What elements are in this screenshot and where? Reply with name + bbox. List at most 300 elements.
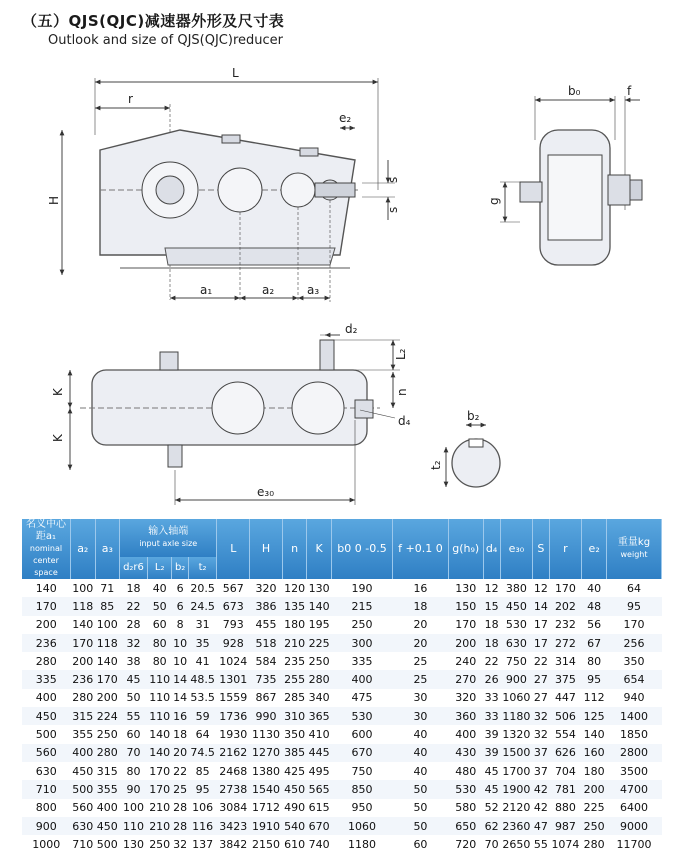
table-cell: 530 [331, 707, 392, 725]
table-cell: 236 [22, 634, 71, 652]
col-a2: a₂ [71, 519, 96, 579]
table-cell: 1400 [607, 707, 662, 725]
dim-s2: s [386, 206, 400, 213]
table-cell: 64 [195, 728, 210, 742]
table-cell: 106 [192, 801, 214, 815]
table-cell: 140 [583, 728, 605, 742]
table-cell: 74.5 [188, 744, 217, 762]
table-cell: 12 [533, 581, 548, 595]
table-cell: 118 [95, 634, 120, 652]
table-cell: 50 [393, 780, 449, 798]
table-cell: 385 [282, 744, 307, 762]
table-cell: 22 [173, 764, 188, 778]
table-cell: 140 [35, 581, 57, 595]
table-cell: 27 [533, 691, 548, 705]
table-cell: 490 [284, 801, 306, 815]
table-cell: 210 [149, 801, 171, 815]
table-cell: 500 [96, 837, 118, 851]
table-cell: 18 [484, 618, 499, 632]
page-title: （五）QJS(QJC)减速器外形及尺寸表 [22, 12, 285, 30]
table-cell: 20 [413, 618, 428, 632]
table-cell: 400 [331, 670, 392, 688]
dim-r: r [128, 92, 133, 106]
table-cell: 225 [307, 634, 332, 652]
table-cell: 560 [72, 801, 94, 815]
table-cell: 315 [96, 764, 118, 778]
col-weight: 重量kg weight [607, 519, 662, 579]
side-view [500, 96, 642, 265]
table-cell: 64 [627, 581, 641, 595]
page-subtitle: Outlook and size of QJS(QJC)reducer [48, 33, 283, 48]
table-cell: 130 [308, 581, 330, 595]
table-cell: 710 [72, 837, 94, 851]
dim-L2: L₂ [394, 348, 408, 360]
table-cell: 654 [607, 670, 662, 688]
table-cell: 600 [351, 728, 373, 742]
table-row [22, 799, 662, 817]
table-row [22, 616, 662, 634]
table-cell: 48 [582, 597, 607, 615]
table-cell: 450 [95, 817, 120, 835]
table-cell: 1700 [502, 764, 531, 778]
table-cell: 630 [35, 764, 57, 778]
table-cell: 170 [71, 634, 96, 652]
table-cell: 60 [152, 618, 167, 632]
table-cell: 450 [72, 764, 94, 778]
table-cell: 400 [35, 691, 57, 705]
dim-d2: d₂ [345, 322, 358, 336]
table-cell: 60 [413, 837, 428, 851]
table-cell: 80 [126, 764, 141, 778]
table-cell: 1712 [251, 801, 280, 815]
table-cell: 48.5 [188, 670, 217, 688]
table-cell: 18 [173, 728, 188, 742]
table-cell: 180 [583, 764, 605, 778]
table-cell: 1180 [348, 837, 377, 851]
table-cell: 940 [623, 691, 645, 705]
table-cell: 3500 [620, 764, 648, 778]
table-cell: 32 [120, 634, 148, 652]
dim-g: g [487, 197, 501, 205]
table-cell: 71 [100, 581, 115, 595]
col-r: r [549, 519, 582, 579]
table-cell: 40 [413, 764, 428, 778]
table-cell: 447 [554, 691, 576, 705]
table-cell: 80 [587, 654, 602, 668]
table-cell: 140 [147, 744, 172, 762]
table-cell: 626 [549, 744, 582, 762]
table-cell: 14 [173, 691, 188, 705]
table-cell: 430 [448, 744, 483, 762]
table-cell: 70 [484, 837, 499, 851]
table-cell: 18 [126, 581, 141, 595]
table-cell: 340 [308, 691, 330, 705]
table-cell: 1910 [250, 817, 283, 835]
table-cell: 650 [448, 817, 483, 835]
table-cell: 50 [147, 597, 172, 615]
dim-a3: a₃ [307, 283, 320, 297]
table-cell: 355 [72, 728, 94, 742]
table-cell: 2360 [500, 817, 533, 835]
dim-a2: a₂ [262, 283, 275, 297]
table-body [22, 579, 662, 853]
table-cell: 1900 [500, 780, 533, 798]
table-cell: 386 [250, 597, 283, 615]
table-cell: 781 [549, 780, 582, 798]
table-cell: 100 [122, 801, 144, 815]
table-cell: 200 [35, 618, 57, 632]
table-cell: 130 [455, 581, 477, 595]
table-cell: 210 [282, 634, 307, 652]
col-L2: L₂ [147, 557, 172, 579]
table-cell: 530 [448, 780, 483, 798]
table-cell: 14 [533, 597, 549, 615]
table-cell: 16 [413, 581, 428, 595]
table-cell: 33 [483, 707, 500, 725]
table-cell: 39 [484, 728, 499, 742]
col-b0: b0 0 -0.5 [331, 519, 392, 579]
table-cell: 50 [393, 817, 449, 835]
table-row [22, 835, 662, 853]
table-cell: 15 [483, 597, 500, 615]
table-cell: 425 [284, 764, 306, 778]
table-cell: 450 [282, 780, 307, 798]
table-cell: 280 [72, 691, 94, 705]
table-cell: 10 [172, 634, 188, 652]
table-cell: 630 [500, 634, 533, 652]
table-cell: 400 [455, 728, 477, 742]
table-cell: 33 [484, 691, 499, 705]
table-cell: 1540 [250, 780, 283, 798]
dimension-table [22, 519, 662, 853]
table-cell: 928 [217, 634, 250, 652]
col-d4: d₄ [483, 519, 500, 579]
table-cell: 85 [95, 597, 120, 615]
table-cell: 1500 [500, 744, 533, 762]
table-cell: 480 [455, 764, 477, 778]
table-cell: 30 [413, 691, 428, 705]
table-cell: 315 [71, 707, 96, 725]
table-cell: 500 [35, 728, 57, 742]
table-cell: 540 [282, 817, 307, 835]
table-cell: 18 [483, 634, 500, 652]
table-cell: 350 [284, 728, 306, 742]
table-cell: 1270 [250, 744, 283, 762]
table-cell: 18 [393, 597, 449, 615]
table-cell: 170 [623, 618, 645, 632]
table-cell: 1320 [502, 728, 531, 742]
table-row [22, 744, 662, 762]
dim-b0: b₀ [568, 84, 581, 98]
table-cell: 202 [549, 597, 582, 615]
table-row [22, 689, 662, 707]
table-cell: 26 [483, 670, 500, 688]
table-cell: 39 [483, 744, 500, 762]
table-cell: 6 [172, 597, 188, 615]
table-cell: 720 [455, 837, 477, 851]
table-cell: 1074 [551, 837, 580, 851]
table-cell: 85 [195, 764, 210, 778]
table-cell: 100 [72, 581, 94, 595]
table-cell: 255 [282, 670, 307, 688]
dim-K1: K [51, 388, 65, 396]
table-cell: 735 [250, 670, 283, 688]
table-cell: 2650 [502, 837, 531, 851]
table-cell: 410 [308, 728, 330, 742]
table-cell: 160 [582, 744, 607, 762]
table-cell: 110 [147, 670, 172, 688]
table-cell: 506 [549, 707, 582, 725]
table-cell: 16 [172, 707, 188, 725]
table-cell: 750 [351, 764, 373, 778]
table-cell: 31 [195, 618, 210, 632]
table-cell: 240 [455, 654, 477, 668]
table-cell: 800 [35, 801, 57, 815]
table-row [22, 597, 662, 615]
table-cell: 95 [582, 670, 607, 688]
table-cell: 37 [533, 764, 548, 778]
table-cell: 90 [120, 780, 148, 798]
col-a3: a₃ [95, 519, 120, 579]
table-cell: 200 [582, 780, 607, 798]
table-cell: 20 [393, 634, 449, 652]
table-cell: 110 [149, 691, 171, 705]
table-cell: 335 [22, 670, 71, 688]
dim-d4: d₄ [398, 414, 411, 428]
table-cell: 170 [95, 670, 120, 688]
table-cell: 42 [533, 780, 549, 798]
table-cell: 793 [222, 618, 244, 632]
col-S: S [533, 519, 549, 579]
table-cell: 232 [554, 618, 576, 632]
dim-e30: e₃₀ [257, 485, 275, 499]
table-cell: 3423 [217, 817, 250, 835]
table-cell: 495 [308, 764, 330, 778]
table-cell: 32 [533, 707, 549, 725]
table-cell: 670 [307, 817, 332, 835]
col-d2: d₂r6 [120, 557, 148, 579]
table-cell: 135 [282, 597, 307, 615]
table-cell: 850 [331, 780, 392, 798]
table-cell: 35 [188, 634, 217, 652]
col-L: L [217, 519, 250, 579]
table-cell: 530 [505, 618, 527, 632]
col-e2: e₂ [582, 519, 607, 579]
table-cell: 455 [255, 618, 277, 632]
table-cell: 3842 [219, 837, 248, 851]
table-cell: 400 [96, 801, 118, 815]
table-cell: 1380 [251, 764, 280, 778]
table-cell: 610 [284, 837, 306, 851]
table-cell: 350 [623, 654, 645, 668]
table-cell: 1024 [219, 654, 248, 668]
table-row [22, 670, 662, 688]
table-cell: 38 [126, 654, 141, 668]
table-cell: 110 [147, 707, 172, 725]
table-cell: 140 [307, 597, 332, 615]
table-cell: 285 [284, 691, 306, 705]
table-cell: 475 [351, 691, 373, 705]
bottom-view [70, 335, 400, 505]
table-cell: 25 [172, 780, 188, 798]
table-cell: 170 [554, 581, 576, 595]
table-cell: 200 [448, 634, 483, 652]
table-cell: 180 [284, 618, 306, 632]
table-cell: 215 [331, 597, 392, 615]
table-cell: 580 [455, 801, 477, 815]
table-cell: 12 [484, 581, 499, 595]
table-cell: 52 [484, 801, 499, 815]
table-cell: 950 [351, 801, 373, 815]
table-cell: 673 [217, 597, 250, 615]
table-cell: 32 [173, 837, 188, 851]
col-f: f +0.1 0 [393, 519, 449, 579]
table-cell: 170 [149, 764, 171, 778]
table-cell: 14 [172, 670, 188, 688]
table-cell: 320 [255, 581, 277, 595]
table-cell: 170 [22, 597, 71, 615]
dim-b2: b₂ [467, 409, 480, 423]
table-cell: 280 [307, 670, 332, 688]
table-cell: 137 [192, 837, 214, 851]
table-cell: 100 [96, 618, 118, 632]
table-cell: 450 [500, 597, 533, 615]
table-cell: 280 [95, 744, 120, 762]
table-cell: 32 [533, 728, 548, 742]
table-cell: 335 [351, 654, 373, 668]
col-b2: b₂ [172, 557, 188, 579]
table-cell: 210 [147, 817, 172, 835]
col-K: K [307, 519, 332, 579]
table-cell: 236 [71, 670, 96, 688]
table-cell: 9000 [607, 817, 662, 835]
table-cell: 445 [307, 744, 332, 762]
table-cell: 380 [505, 581, 527, 595]
table-cell: 1130 [251, 728, 280, 742]
dim-n: n [395, 388, 409, 396]
table-cell: 22 [533, 654, 548, 668]
table-cell: 50 [413, 801, 428, 815]
col-n: n [282, 519, 307, 579]
table-cell: 750 [505, 654, 527, 668]
table-cell: 250 [582, 817, 607, 835]
table-cell: 170 [455, 618, 477, 632]
table-cell: 2738 [217, 780, 250, 798]
table-cell: 518 [250, 634, 283, 652]
table-cell: 1736 [217, 707, 250, 725]
table-cell: 2800 [607, 744, 662, 762]
table-row [22, 725, 662, 743]
table-cell: 125 [582, 707, 607, 725]
table-cell: 2150 [251, 837, 280, 851]
table-cell: 190 [351, 581, 373, 595]
table-cell: 2468 [219, 764, 248, 778]
table-cell: 1000 [32, 837, 61, 851]
table-cell: 95 [607, 597, 662, 615]
table-cell: 55 [120, 707, 148, 725]
table-cell: 270 [448, 670, 483, 688]
table-cell: 112 [583, 691, 605, 705]
table-cell: 1180 [500, 707, 533, 725]
table-cell: 630 [71, 817, 96, 835]
table-cell: 80 [147, 634, 172, 652]
table-cell: 565 [307, 780, 332, 798]
table-cell: 1850 [620, 728, 648, 742]
table-cell: 95 [188, 780, 217, 798]
table-cell: 59 [188, 707, 217, 725]
table-cell: 40 [587, 581, 602, 595]
table-cell: 30 [393, 707, 449, 725]
table-cell: 740 [308, 837, 330, 851]
table-cell: 200 [72, 654, 94, 668]
table-cell: 40 [152, 581, 167, 595]
table-cell: 150 [448, 597, 483, 615]
table-cell: 500 [71, 780, 96, 798]
table-cell: 120 [284, 581, 306, 595]
table-cell: 116 [188, 817, 217, 835]
table-cell: 450 [22, 707, 71, 725]
table-cell: 42 [533, 801, 548, 815]
table-cell: 900 [22, 817, 71, 835]
table-cell: 62 [483, 817, 500, 835]
table-cell: 45 [484, 764, 499, 778]
table-cell: 40 [393, 744, 449, 762]
table-cell: 47 [533, 817, 549, 835]
table-cell: 195 [308, 618, 330, 632]
table-cell: 375 [549, 670, 582, 688]
table-cell: 584 [255, 654, 277, 668]
table-cell: 272 [549, 634, 582, 652]
table-cell: 10 [173, 654, 188, 668]
table-cell: 60 [126, 728, 141, 742]
table-cell: 130 [122, 837, 144, 851]
table-cell: 24.5 [188, 597, 217, 615]
table-cell: 41 [195, 654, 210, 668]
table-cell: 3084 [219, 801, 248, 815]
table-cell: 310 [282, 707, 307, 725]
table-cell: 17 [533, 618, 548, 632]
table-cell: 355 [95, 780, 120, 798]
table-cell: 300 [331, 634, 392, 652]
table-cell: 28 [173, 801, 188, 815]
dim-e2: e₂ [339, 111, 352, 125]
table-cell: 250 [351, 618, 373, 632]
table-row [22, 762, 662, 780]
table-row [22, 707, 662, 725]
table-cell: 990 [250, 707, 283, 725]
table-cell: 45 [483, 780, 500, 798]
col-g: g(h₉) [448, 519, 483, 579]
shaft-section [446, 425, 500, 487]
table-cell: 6 [176, 581, 184, 595]
table-cell: 235 [284, 654, 306, 668]
table-cell: 53.5 [190, 691, 215, 705]
table-cell: 225 [583, 801, 605, 815]
table-cell: 11700 [616, 837, 652, 851]
dim-L: L [232, 66, 239, 80]
table-cell: 880 [554, 801, 576, 815]
table-cell: 27 [533, 670, 549, 688]
table-cell: 1301 [217, 670, 250, 688]
col-H: H [250, 519, 283, 579]
table-cell: 704 [554, 764, 576, 778]
table-row [22, 634, 662, 652]
table-cell: 567 [222, 581, 244, 595]
dim-a1: a₁ [200, 283, 213, 297]
table-cell: 256 [607, 634, 662, 652]
table-cell: 554 [554, 728, 576, 742]
table-cell: 40 [413, 728, 428, 742]
